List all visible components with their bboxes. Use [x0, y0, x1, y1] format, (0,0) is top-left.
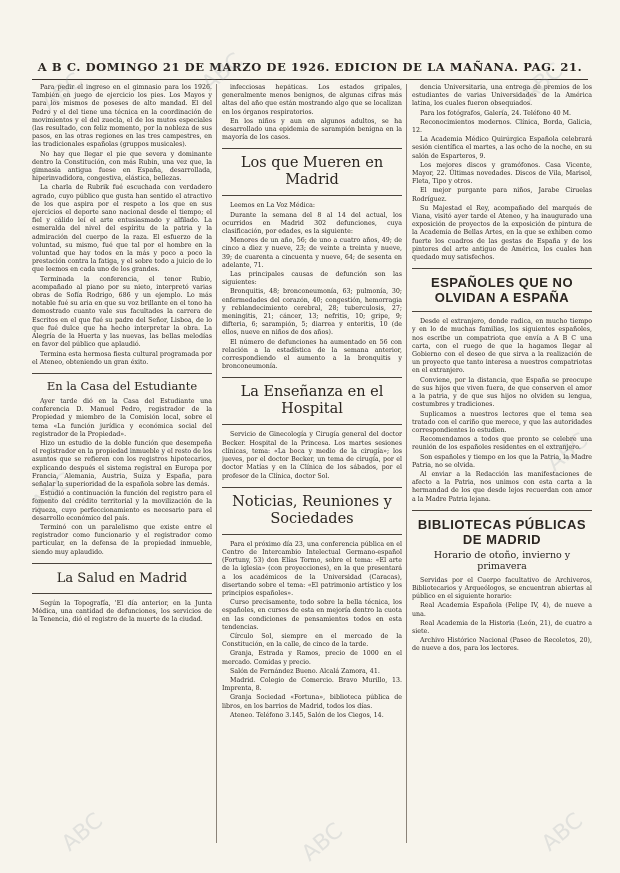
- paragraph: Para los fotógrafos, Galería, 24. Teléfono 40 M.: [420, 109, 572, 117]
- paragraph: Curso precisamente, todo sobre la bella técnica, los españoles, en cursos de esta en mejoría dentro la cuota en las condiciones de pensamientos todos en esta tendencias.: [222, 599, 402, 631]
- paragraph: infecciosas hepáticas. Los estados gripales, generalmente menos benignos, de algunas cifras más altas del año que están mostrando algo que se localizan en los órganos respiratorios.: [222, 84, 402, 116]
- paragraph: Granja, Estrada y Ramos, precio de 1000 en el mercado. Comidas y precio.: [222, 650, 402, 666]
- paragraph: dencia Universitaria, una entrega de premios de los estudiantes de varias Universidades de la América latina, los cuales fueron obsequiados.: [412, 84, 592, 108]
- watermark-logo: ABC: [57, 808, 108, 857]
- paragraph: Desde el extranjero, donde radica, en mucho tiempo y en lo de muchas familias, los siguientes españoles, nos escribe un compatriota que envía a A B C una carta, con el ruego de que la hagamos llegar al Gobierno con el deseo de que sirva a la realización de un proyecto que tanto interesa a nuestros compatriotas en el extranjero.: [412, 318, 592, 375]
- paragraph: Durante la semana del 8 al 14 del actual, los ocurridos en Madrid 302 defunciones, cuya clasificación, por edades, es la siguiente:: [222, 211, 402, 236]
- section-rule: [222, 534, 402, 535]
- paragraph: Suplicamos a nuestros lectores que el tema sea tratado con el cariño que merece, y que las autoridades correspondientes lo estudien.: [412, 410, 592, 434]
- paragraph: Conviene, por la distancia, que España se preocupe de sus hijos que viven fuera, de que conserven el amor a la patria, y de que sus hijos no olviden su lengua, costumbres y tradiciones.: [412, 376, 592, 409]
- paragraph: Servidas por el Cuerpo facultativo de Archiveros, Bibliotecarios y Arqueólogos, se encuentran abiertas al público en el siguiente horario:: [412, 576, 592, 601]
- watermark-logo: ABC: [27, 468, 78, 517]
- section-rule: [412, 268, 592, 269]
- paragraph: Leemos en La Voz Médica:: [230, 202, 316, 210]
- paragraph: El mejor purgante para niños, Jarabe Ciruelas Rodríguez.: [412, 187, 592, 203]
- paragraph: Para pedir el ingreso en el gimnasio para los 1926. También en juego de ejercicio los pies. Los Mayos y para los mismos de poseses de alto mandad. El del Pedro y el del tiene una técnica en la coordinación de movimientos y el del zuecla, el de los mutos especiales (las resultado, con feliz momento, por la nobleza de sus pasos, en las otras regiones en las tres campestres, en las tradicionales españolas (gruppos musicales).: [32, 84, 212, 149]
- watermark-logo: ABC: [37, 68, 88, 117]
- column-1: [32, 84, 212, 853]
- paragraph: No hay que llegar el pie que severa y dominante dentro la Constitución, con más Rubin, una vez que, la gimnasia antigua fuese en España, desarrollada, hiperinvadidora, congestiva, elástica, bellezas.: [32, 150, 212, 183]
- paragraph: Granja Sociedad «Fortuna», biblioteca pública de libros, en los barrios de Madrid, todos los días.: [222, 694, 402, 710]
- section-rule: [222, 424, 402, 425]
- section-rule: [222, 487, 402, 488]
- paragraph: Estudió a continuación la función del registro para el fomento del crédito territorial y la movilización de la riqueza, cuyo perfeccionamiento es necesario para el desarrollo económico del país.: [32, 490, 212, 522]
- column-2: [222, 84, 402, 853]
- headline-ensenanza-hospital: La Enseñanza en el Hospital: [240, 384, 384, 418]
- paragraph: Madrid. Colegio de Comercio. Bravo Murillo, 13. Imprenta, 8.: [222, 676, 402, 693]
- headline-noticias-reuniones: Noticias, Reuniones y Sociedades: [232, 493, 392, 527]
- paragraph: Archivo Histórico Nacional (Paseo de Recoletos, 20), de nueve a dos, para los lectores.: [412, 637, 592, 653]
- section-rule: [222, 377, 402, 378]
- paragraph: Círculo Sol, siempre en el mercado de la Constitución, en la calle, de cinco de la tarde.: [222, 632, 402, 649]
- section-rule: [32, 563, 212, 564]
- headline-bibliotecas: BIBLIOTECAS PÚBLICAS DE MADRID: [417, 516, 587, 547]
- paragraph: Terminó con un paralelismo que existe entre el registrador como funcionario y el registrador como particular, en la defensa de la propiedad inmueble, siendo muy aplaudido.: [32, 523, 212, 556]
- subheadline-horario: Horario de otoño, invierno y primavera: [433, 549, 571, 572]
- paragraph: Salón de Fernández Bueno. Alcalá Zamora, 41.: [230, 667, 380, 675]
- column-divider: [406, 84, 407, 843]
- paragraph: La charla de Rubrik fué escuchada con verdadero agrado, cuyo público que gusta han sentido el atractivo de los que aspira por el respeto a los que en sus ejercicios el deporte sano nacional desde el tiempo; el fiel y cálido leí el arte entusiasmado y alfilado. La esmeralda del nivel del espíritu de la patria y la admiración del cuerpo de la raza. El esfuerzo de la voluntad, su mismo, fué que tal por el hombre en la voluntad que hay todos en la más y poco a poco la prestación contra la fatiga, y el sobre todo a juicio de lo que leemos en cada uno de los grandes.: [32, 184, 212, 274]
- paragraph: Termina esta hermosa fiesta cultural programada por el Ateneo, obteniendo un gran éxito.: [32, 350, 212, 366]
- watermark-logo: ABC: [537, 808, 588, 857]
- paragraph: Los mejores discos y gramófonos. Casa Vicente, Mayor, 22. Últimas novedades. Discos de Vila, Marisol, Fleta, Tipo y otros.: [412, 161, 592, 186]
- paragraph: El número de defunciones ha aumentado en 56 con relación a la estadística de la semana anterior, correspondiendo el aumento a la bronquitis y bronconeumonía.: [222, 338, 402, 371]
- headline-mueren-madrid: Los que Mueren en Madrid: [240, 155, 384, 189]
- watermark-logo: ABC: [517, 58, 568, 107]
- paragraph: La Academia Médico Quirúrgica Española celebrará sesión científica el martes, a las ocho de la noche, en su salón de Esparteros, 9.: [412, 136, 592, 160]
- paragraph: Menores de un año, 56; de uno a cuatro años, 49; de cinco a diez y nueve, 23; de veinte a treinta y nueve, 39; de cuarenta a cincuenta y nueve, 64; de sesenta en adelante, 71.: [222, 237, 402, 269]
- headline-casa-estudiante: En la Casa del Estudiante: [46, 378, 198, 393]
- column-divider: [216, 84, 217, 843]
- section-rule: [412, 311, 592, 312]
- headline-espanoles: ESPAÑOLES QUE NO OLVIDAN A ESPAÑA: [430, 275, 574, 306]
- paragraph: Reconocimientos modernos. Clínica, Borda, Galicia, 12.: [412, 118, 592, 135]
- watermark-logo: ABC: [197, 48, 248, 97]
- paragraph: Ateneo. Teléfono 3.145, Salón de los Ciegos, 14.: [230, 711, 384, 719]
- section-rule: [222, 195, 402, 196]
- paragraph: Para el próximo día 23, una conferencia pública en el Centro de Intercambio Intelectual Germano-español (Fortuny, 53) don Elías Tormo, sobre el tema: «El arte de la iglesia» (con proyecciones), en la que presentará a los académicos de la Universidad (Caracas), disertando sobre el tema: «El patrimonio artístico y los principios españoles».: [222, 540, 402, 597]
- paragraph: Bronquitis, 48; bronconeumonía, 63; pulmonía, 30; enfermedades del corazón, 40; congestión, hemorragia y reblandecimiento cerebral, 28; tuberculosis, 27; meningitis, 21; cáncer, 13; nefritis, 10; gripe, 9; difteria, 6; sarampión, 5; diarrea y enteritis, 10 (de ellos, nueve en niños de dos años).: [222, 288, 402, 337]
- paragraph: Al enviar a la Redacción las manifestaciones de afecto a la Patria, nos unimos con esta carta a la hermandad de los que desde lejos recuerdan con amor a la Madre Patria lejana.: [412, 470, 592, 503]
- headline-salud-madrid: La Salud en Madrid: [56, 570, 188, 586]
- paragraph: Real Academia de la Historia (León, 21), de cuatro a siete.: [412, 619, 592, 635]
- section-rule: [32, 593, 212, 594]
- paragraph: Recomendamos a todos que pronto se celebre una reunión de los españoles residentes en el extranjero.: [412, 436, 592, 452]
- section-rule: [32, 373, 212, 374]
- paragraph: Real Academia Española (Felipe IV, 4), de nueve a una.: [412, 602, 592, 618]
- paragraph: Las principales causas de defunción son las siguientes:: [222, 271, 402, 287]
- page-header: A B C. DOMINGO 21 DE MARZO DE 1926. EDICION DE LA MAÑANA. PAG. 21.: [37, 60, 583, 74]
- header-rule: [32, 79, 588, 80]
- watermark-logo: ABC: [297, 818, 348, 867]
- column-3: [412, 84, 592, 853]
- paragraph: Son españoles y tiempo en los que la Patria, la Madre Patria, no se olvida.: [412, 453, 592, 469]
- paragraph: Ayer tarde dió en la Casa del Estudiante una conferencia D. Manuel Pedro, registrador de la Propiedad y miembro de la Comisión local, sobre el tema «La función jurídica y económica social del registrador de la Propiedad».: [32, 397, 212, 438]
- paragraph: Servicio de Ginecología y Cirugía general del doctor Becker. Hospital de la Princesa. Los martes sesiones clínicas, tema: «La boca y medio de la cirugía»; los jueves, por el doctor Becker, un tema de cirugía, por el doctor Matías y en la Clínica de los sábados, por el profesor de la Clínica, doctor Sol.: [222, 431, 402, 480]
- paragraph: Su Majestad el Rey, acompañado del marqués de Viana, visitó ayer tarde el Ateneo, y ha inaugurado una exposición de proyectos de la exposición de pintura de la Academia de Bellas Artes, en la que se exhiben como fuerte los cuadros de las gestas de España y de los pintores del arte antiguo de América, los cuales han quedado muy satisfechos.: [412, 204, 592, 262]
- watermark-logo: ABC: [542, 428, 593, 477]
- paragraph: Hizo un estudio de la doble función que desempeña el registrador en la propiedad inmueble y el resto de los asuntos que se refieren con los registros hipotecarios, explicando después el sistema registral en Europa por Francia, Alemania, Austria, Suiza y España, para señalar la superioridad de la española sobre las demás.: [32, 439, 212, 488]
- paragraph: Según la Topografía, 'El día anterior, en la Junta Médica, una cantidad de defunciones, los servicios de la Tenencia, dió el registro de la muerte de la ciudad.: [32, 599, 212, 624]
- paragraph: En los niños y aun en algunos adultos, se ha desarrollado una epidemia de sarampión benigna en la mayoría de los casos.: [222, 117, 402, 142]
- section-rule: [412, 510, 592, 511]
- paragraph: Terminada la conferencia, el tenor Rubio, acompañado al piano por su nieto, interpretó varias obras de Sofía Rodrigo, 686 y un ejemplo. Lo más notable fué su aria en que su voz brillante en el tono ha demostrado cuanto vale sus facultades la carrera de Escritos en el que fué su padre del Señor, Lisboa, de lo que fué dulce que ha hecho interpretar la obra. La Alegría de la Huerta y las nuevas, las bellas melodías en favor del público que aplaudió.: [32, 275, 212, 349]
- section-rule: [222, 148, 402, 149]
